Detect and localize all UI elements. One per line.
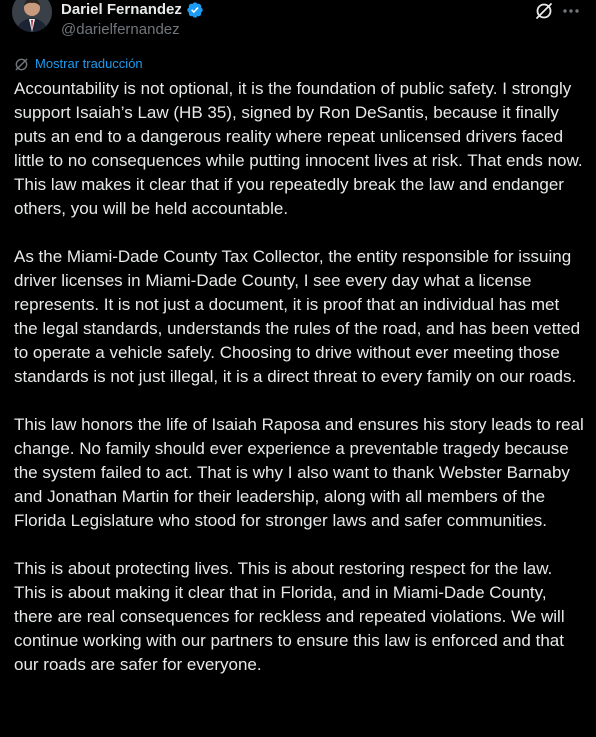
tweet-paragraph: As the Miami-Dade County Tax Collector, the entity responsible for issuing driver licenses in Miami-Dade County, I see every day what a license represents. It is not just a document, it is proof that an individual has met the legal standards, understands the rules of the road, and has been vetted to operate a vehicle safely. Choosing to drive without ever meeting those standards is not just illegal, it is a direct threat to every family on our roads. [14, 247, 581, 386]
tweet-paragraph: This is about protecting lives. This is about restoring respect for the law. This is about making it clear that in Florida, and in Miami-Dade County, there are real consequences for reckless and repeated violations. We will continue working with our partners to ensure this law is enforced and that our roads are safer for everyone. [14, 559, 565, 674]
show-translation-link[interactable] [14, 56, 143, 72]
more-icon[interactable] [561, 1, 581, 21]
translate-icon [14, 57, 29, 72]
author-name[interactable]: Dariel Fernandez [61, 1, 182, 18]
tweet-text [14, 77, 586, 677]
tweet-paragraph: Accountability is not optional, it is the foundation of public safety. I strongly support Isaiah’s Law (HB 35), signed by Ron DeSantis, because it finally puts an end to a dangerous reality where repeat unlicensed drivers faced little to no consequences while putting innocent lives at risk. That ends now. This law makes it clear that if you repeatedly break the law and endanger others, you will be held accountable. [14, 79, 583, 218]
tweet-paragraph: This law honors the life of Isaiah Raposa and ensures his story leads to real change. No family should ever experience a preventable tragedy because the system failed to act. That is why I also want to thank Webster Barnaby and Jonathan Martin for their leadership, along with all members of the Florida Legislature who stood for stronger laws and safer communities. [14, 415, 584, 530]
show-translation-label: Mostrar traducción [35, 56, 143, 71]
avatar[interactable] [12, 0, 52, 32]
grok-icon[interactable] [534, 1, 554, 21]
author-handle[interactable]: @darielfernandez [61, 21, 180, 38]
tweet-header [0, 0, 596, 48]
verified-badge-icon [186, 1, 204, 19]
